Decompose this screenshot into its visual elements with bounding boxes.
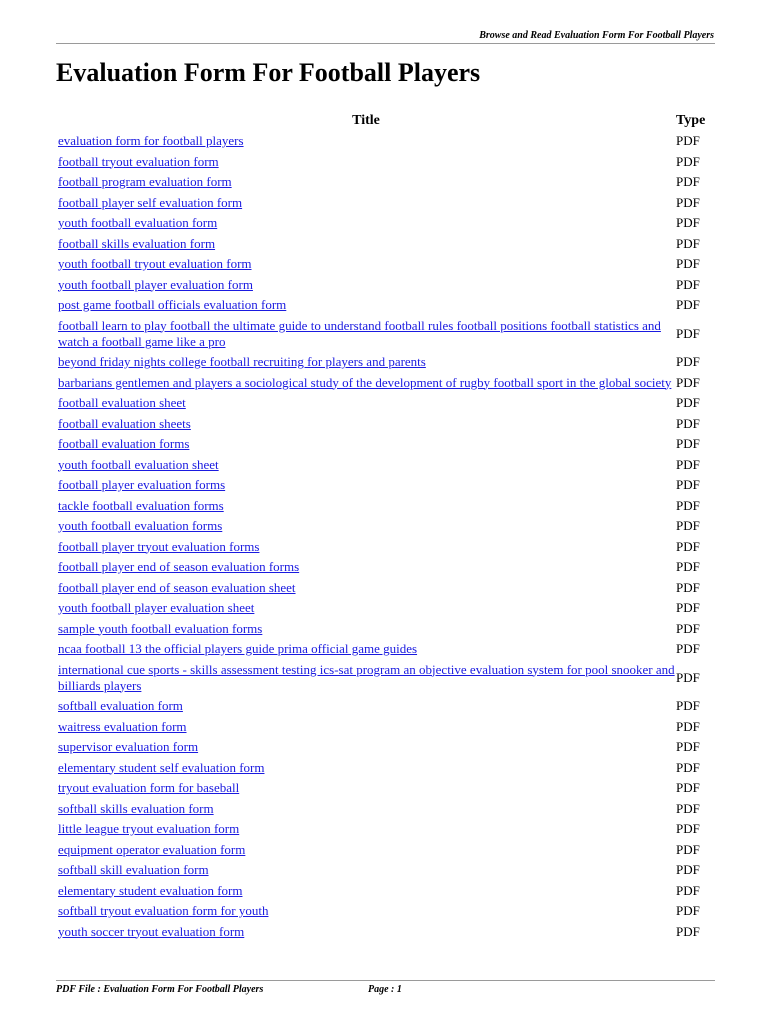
document-link[interactable]: elementary student self evaluation form <box>58 759 265 775</box>
table-row <box>56 901 716 922</box>
title-cell <box>56 578 676 599</box>
title-cell <box>56 234 676 255</box>
table-row <box>56 131 716 152</box>
document-link[interactable]: ncaa football 13 the official players guide prima official game guides <box>58 641 418 656</box>
type-cell: PDF <box>676 497 700 513</box>
type-cell: PDF <box>676 297 700 312</box>
type-cell: PDF <box>676 436 700 451</box>
type-cell: PDF <box>676 215 700 230</box>
title-cell <box>56 598 676 619</box>
title-cell <box>56 516 676 537</box>
document-link[interactable]: football program evaluation form <box>58 174 232 189</box>
type-cell: PDF <box>676 518 700 533</box>
title-cell <box>56 881 676 902</box>
document-link[interactable]: football evaluation sheets <box>58 415 191 431</box>
document-link[interactable]: softball tryout evaluation form for youth <box>58 903 269 918</box>
type-cell: PDF <box>676 133 700 148</box>
table-row <box>56 373 716 394</box>
table-row <box>56 275 716 296</box>
document-link[interactable]: softball evaluation form <box>58 698 183 713</box>
document-link[interactable]: football evaluation forms <box>58 436 190 451</box>
documents-table <box>56 111 716 942</box>
title-cell <box>56 819 676 840</box>
type-cell: PDF <box>676 882 700 898</box>
title-cell <box>56 213 676 234</box>
footer-page-number: Page : 1 <box>368 984 402 995</box>
header-divider <box>56 43 715 44</box>
document-link[interactable]: sample youth football evaluation forms <box>58 620 263 636</box>
type-cell: PDF <box>676 235 700 251</box>
type-cell: PDF <box>676 579 700 595</box>
table-row <box>56 840 716 861</box>
document-link[interactable]: equipment operator evaluation form <box>58 841 246 857</box>
type-cell: PDF <box>676 477 700 492</box>
document-link[interactable]: beyond friday nights college football recruiting for players and parents <box>58 354 426 369</box>
type-cell: PDF <box>676 718 700 734</box>
document-link[interactable]: little league tryout evaluation form <box>58 821 240 836</box>
table-row <box>56 860 716 881</box>
table-row <box>56 660 716 697</box>
table-row <box>56 619 716 640</box>
title-cell <box>56 393 676 414</box>
type-cell: PDF <box>676 641 700 656</box>
type-cell: PDF <box>676 698 700 713</box>
table-row <box>56 254 716 275</box>
table-header-row <box>56 111 716 131</box>
table-row <box>56 475 716 496</box>
table-row <box>56 496 716 517</box>
type-cell: PDF <box>676 862 700 877</box>
document-link[interactable]: youth football evaluation forms <box>58 518 223 533</box>
column-header-title: Title <box>352 113 380 128</box>
type-cell: PDF <box>676 174 700 189</box>
table-row <box>56 758 716 779</box>
document-link[interactable]: youth football player evaluation sheet <box>58 600 255 615</box>
title-cell <box>56 455 676 476</box>
type-cell: PDF <box>676 415 700 431</box>
table-row <box>56 316 716 353</box>
title-cell <box>56 639 676 660</box>
table-row <box>56 393 716 414</box>
type-cell: PDF <box>676 923 700 939</box>
type-cell: PDF <box>676 325 700 341</box>
title-cell <box>56 193 676 214</box>
type-cell: PDF <box>676 354 700 369</box>
title-cell <box>56 316 676 353</box>
type-cell: PDF <box>676 456 700 472</box>
document-link[interactable]: youth soccer tryout evaluation form <box>58 923 245 939</box>
title-cell <box>56 901 676 922</box>
title-cell <box>56 619 676 640</box>
title-cell <box>56 352 676 373</box>
type-cell: PDF <box>676 374 700 390</box>
table-row <box>56 799 716 820</box>
document-link[interactable]: evaluation form for football players <box>58 133 244 148</box>
title-cell <box>56 434 676 455</box>
document-link[interactable]: football player end of season evaluation forms <box>58 559 300 574</box>
table-row <box>56 778 716 799</box>
document-link[interactable]: tackle football evaluation forms <box>58 497 224 513</box>
title-cell <box>56 557 676 578</box>
table-row <box>56 819 716 840</box>
table-row <box>56 434 716 455</box>
type-cell: PDF <box>676 739 700 754</box>
table-row <box>56 516 716 537</box>
type-cell: PDF <box>676 256 700 271</box>
table-row <box>56 578 716 599</box>
type-cell: PDF <box>676 276 700 292</box>
title-cell <box>56 758 676 779</box>
table-row <box>56 213 716 234</box>
document-link[interactable]: waitress evaluation form <box>58 718 187 734</box>
title-cell <box>56 696 676 717</box>
type-cell: PDF <box>676 800 700 816</box>
document-link[interactable]: barbarians gentlemen and players a sociological study of the development of rugby football sport in the global society <box>58 374 672 390</box>
type-cell: PDF <box>676 903 700 918</box>
title-cell <box>56 295 676 316</box>
table-row <box>56 537 716 558</box>
title-cell <box>56 537 676 558</box>
page-header-text: Browse and Read Evaluation Form For Football Players <box>479 30 714 41</box>
table-row <box>56 152 716 173</box>
title-cell <box>56 737 676 758</box>
title-cell <box>56 414 676 435</box>
title-cell <box>56 152 676 173</box>
table-row <box>56 234 716 255</box>
table-row <box>56 414 716 435</box>
document-link[interactable]: softball skill evaluation form <box>58 862 209 877</box>
title-cell <box>56 840 676 861</box>
title-cell <box>56 131 676 152</box>
type-cell: PDF <box>676 669 700 685</box>
title-cell <box>56 496 676 517</box>
title-cell <box>56 778 676 799</box>
footer-divider <box>56 980 715 981</box>
type-cell: PDF <box>676 538 700 554</box>
document-link[interactable]: football skills evaluation form <box>58 235 216 251</box>
title-cell <box>56 254 676 275</box>
document-link[interactable]: football learn to play football the ultimate guide to understand football rules football positions football statistics and watch a football game like a pro <box>58 317 661 349</box>
type-cell: PDF <box>676 559 700 574</box>
column-header-type: Type <box>676 113 706 128</box>
title-cell <box>56 860 676 881</box>
table-body <box>56 131 716 942</box>
table-row <box>56 193 716 214</box>
title-cell <box>56 172 676 193</box>
table-row <box>56 352 716 373</box>
document-link[interactable]: post game football officials evaluation form <box>58 297 287 312</box>
table-row <box>56 172 716 193</box>
document-link[interactable]: football player end of season evaluation sheet <box>58 579 296 595</box>
document-link[interactable]: football player tryout evaluation forms <box>58 538 260 554</box>
title-cell <box>56 799 676 820</box>
type-cell: PDF <box>676 780 700 795</box>
type-cell: PDF <box>676 600 700 615</box>
document-link[interactable]: supervisor evaluation form <box>58 739 199 754</box>
type-cell: PDF <box>676 821 700 836</box>
document-link[interactable]: football player evaluation forms <box>58 477 226 492</box>
table-row <box>56 737 716 758</box>
type-cell: PDF <box>676 153 700 169</box>
document-link[interactable]: youth football evaluation form <box>58 215 218 230</box>
document-link[interactable]: tryout evaluation form for baseball <box>58 780 240 795</box>
table-row <box>56 455 716 476</box>
document-link[interactable]: football player self evaluation form <box>58 194 243 210</box>
type-cell: PDF <box>676 620 700 636</box>
title-cell <box>56 922 676 943</box>
type-cell: PDF <box>676 395 700 410</box>
document-link[interactable]: youth football evaluation sheet <box>58 456 219 472</box>
document-link[interactable]: football tryout evaluation form <box>58 153 219 169</box>
table-row <box>56 598 716 619</box>
type-cell: PDF <box>676 759 700 775</box>
document-link[interactable]: football evaluation sheet <box>58 395 186 410</box>
document-link[interactable]: softball skills evaluation form <box>58 800 214 816</box>
document-link[interactable]: elementary student evaluation form <box>58 882 243 898</box>
table-row <box>56 639 716 660</box>
table-row <box>56 696 716 717</box>
table-row <box>56 557 716 578</box>
title-cell <box>56 275 676 296</box>
title-cell <box>56 475 676 496</box>
title-cell <box>56 373 676 394</box>
title-cell <box>56 660 676 697</box>
document-link[interactable]: international cue sports - skills assessment testing ics-sat program an objective evaluation system for pool snooker and billiards players <box>58 661 675 693</box>
table-row <box>56 881 716 902</box>
page-title: Evaluation Form For Football Players <box>56 58 481 87</box>
table-row <box>56 922 716 943</box>
type-cell: PDF <box>676 841 700 857</box>
table-row <box>56 717 716 738</box>
type-cell: PDF <box>676 194 700 210</box>
footer-file-label: PDF File : Evaluation Form For Football Players <box>56 984 264 995</box>
table-row <box>56 295 716 316</box>
document-link[interactable]: youth football player evaluation form <box>58 276 253 292</box>
title-cell <box>56 717 676 738</box>
document-link[interactable]: youth football tryout evaluation form <box>58 256 252 271</box>
